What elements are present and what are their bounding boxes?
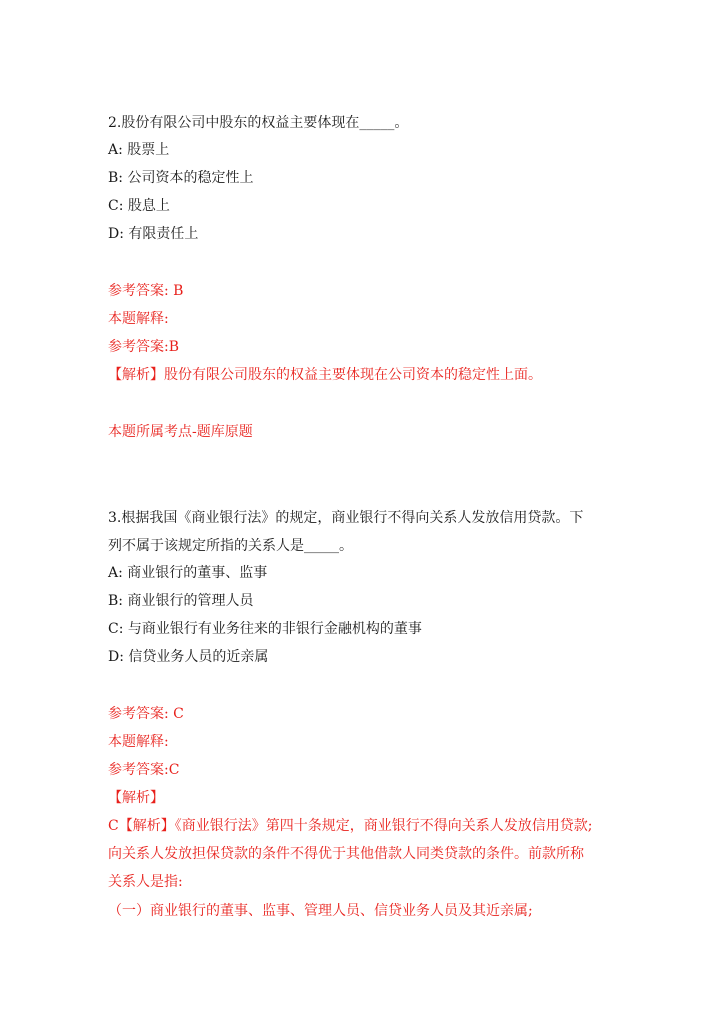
q3-analysis-line3: 关系人是指: [108, 874, 183, 890]
q2-option-a: A: 股票上 [108, 142, 170, 158]
q2-explain-label: 本题解释: [108, 311, 169, 327]
q3-option-c: C: 与商业银行有业务往来的非银行金融机构的董事 [108, 621, 422, 637]
q3-stem-line1: 3.根据我国《商业银行法》的规定，商业银行不得向关系人发放信用贷款。下 [108, 510, 584, 526]
q3-option-b: B: 商业银行的管理人员 [108, 593, 254, 609]
q3-analysis-line1: C【解析】《商业银行法》第四十条规定，商业银行不得向关系人发放信用贷款; [108, 818, 593, 834]
q3-answer: 参考答案: C [108, 706, 184, 722]
q3-analysis-line2: 向关系人发放担保贷款的条件不得优于其他借款人同类贷款的条件。前款所称 [108, 846, 584, 862]
q3-answer-repeat: 参考答案:C [108, 762, 180, 778]
q3-analysis-head: 【解析】 [108, 790, 164, 806]
q2-topic: 本题所属考点-题库原题 [108, 424, 253, 440]
q3-explain-label: 本题解释: [108, 734, 169, 750]
q2-stem: 2.股份有限公司中股东的权益主要体现在_____。 [108, 115, 409, 131]
q2-analysis: 【解析】股份有限公司股东的权益主要体现在公司资本的稳定性上面。 [108, 367, 542, 383]
q2-option-b: B: 公司资本的稳定性上 [108, 170, 254, 186]
q2-answer-repeat: 参考答案:B [108, 339, 180, 355]
q3-stem-line2: 列不属于该规定所指的关系人是_____。 [108, 538, 353, 554]
q3-option-d: D: 信贷业务人员的近亲属 [108, 649, 269, 665]
q2-option-d: D: 有限责任上 [108, 226, 199, 242]
q3-analysis-line4: （一）商业银行的董事、监事、管理人员、信贷业务人员及其近亲属; [108, 903, 533, 919]
q3-option-a: A: 商业银行的董事、监事 [108, 565, 268, 581]
q2-option-c: C: 股息上 [108, 198, 170, 214]
q2-answer: 参考答案: B [108, 283, 184, 299]
